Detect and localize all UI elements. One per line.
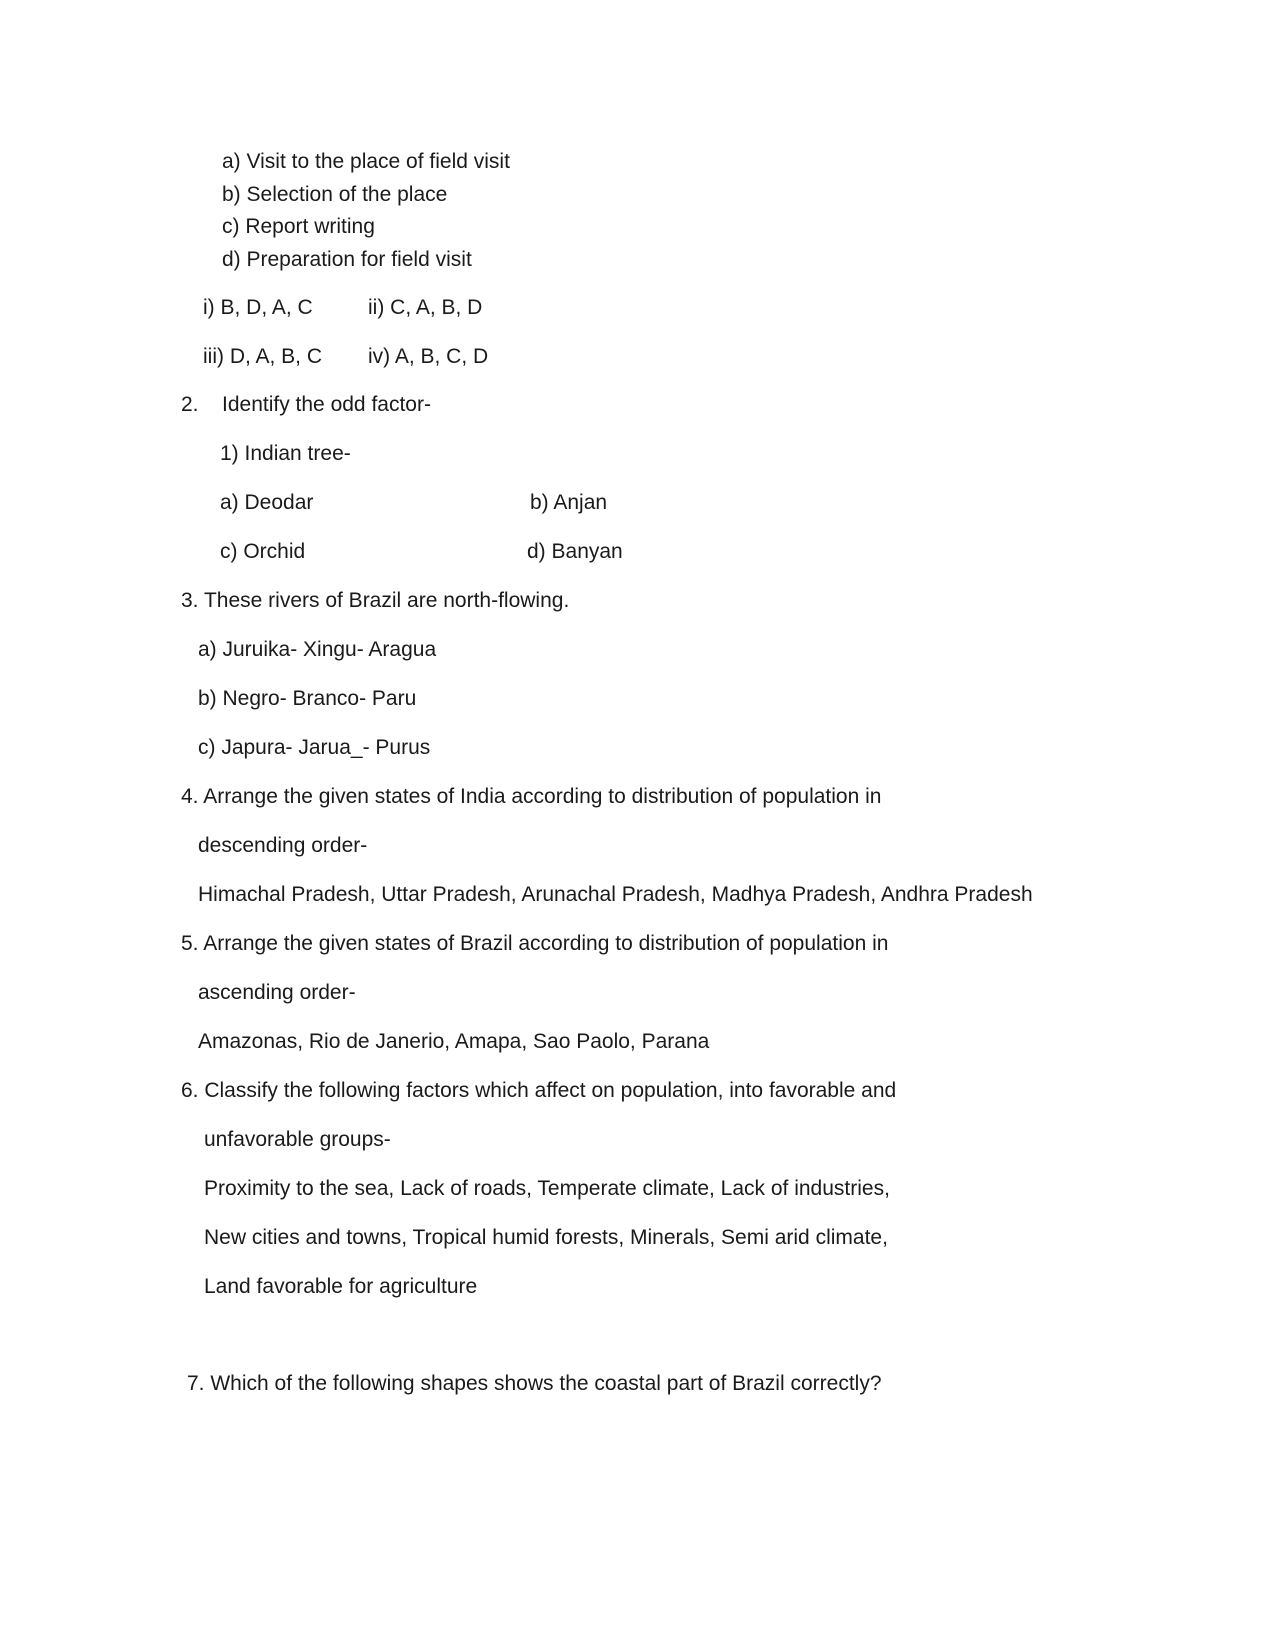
q1-option-iii: iii) D, A, B, C: [203, 345, 323, 368]
q5-question-line1: 5. Arrange the given states of Brazil according to distribution of population in: [181, 932, 889, 955]
q2-number: 2.: [181, 393, 199, 416]
q2-option-d: d) Banyan: [527, 540, 623, 563]
q3-option-a: a) Juruika- Xingu- Aragua: [198, 638, 437, 661]
q1-option-ii: ii) C, A, B, D: [368, 296, 483, 319]
q7-question: 7. Which of the following shapes shows the coastal part of Brazil correctly?: [187, 1372, 882, 1395]
q2-option-b: b) Anjan: [530, 491, 608, 514]
q1-step-d: d) Preparation for field visit: [222, 248, 472, 271]
q6-question-line1: 6. Classify the following factors which affect on population, into favorable and: [181, 1079, 897, 1102]
q2-sub-question: 1) Indian tree-: [220, 442, 351, 465]
q1-option-i: i) B, D, A, C: [203, 296, 313, 319]
q2-question: Identify the odd factor-: [222, 393, 431, 416]
q4-question-line2: descending order-: [198, 834, 368, 857]
q4-question-line1: 4. Arrange the given states of India according to distribution of population in: [181, 785, 882, 808]
q3-option-c: c) Japura- Jarua_- Purus: [198, 736, 431, 759]
q6-items-line2: New cities and towns, Tropical humid forests, Minerals, Semi arid climate,: [204, 1226, 888, 1249]
q6-items-line3: Land favorable for agriculture: [204, 1275, 478, 1298]
q1-step-c: c) Report writing: [222, 215, 375, 238]
q2-option-c: c) Orchid: [220, 540, 306, 563]
q4-items: Himachal Pradesh, Uttar Pradesh, Arunachal Pradesh, Madhya Pradesh, Andhra Pradesh: [198, 883, 1033, 906]
q1-option-iv: iv) A, B, C, D: [368, 345, 489, 368]
q3-question: 3. These rivers of Brazil are north-flowing.: [181, 589, 570, 612]
q5-items: Amazonas, Rio de Janerio, Amapa, Sao Paolo, Parana: [198, 1030, 710, 1053]
q1-step-b: b) Selection of the place: [222, 183, 448, 206]
q6-question-line2: unfavorable groups-: [204, 1128, 391, 1151]
q2-option-a: a) Deodar: [220, 491, 314, 514]
q1-step-a: a) Visit to the place of field visit: [222, 150, 510, 173]
q5-question-line2: ascending order-: [198, 981, 356, 1004]
q3-option-b: b) Negro- Branco- Paru: [198, 687, 417, 710]
q6-items-line1: Proximity to the sea, Lack of roads, Temperate climate, Lack of industries,: [204, 1177, 890, 1200]
